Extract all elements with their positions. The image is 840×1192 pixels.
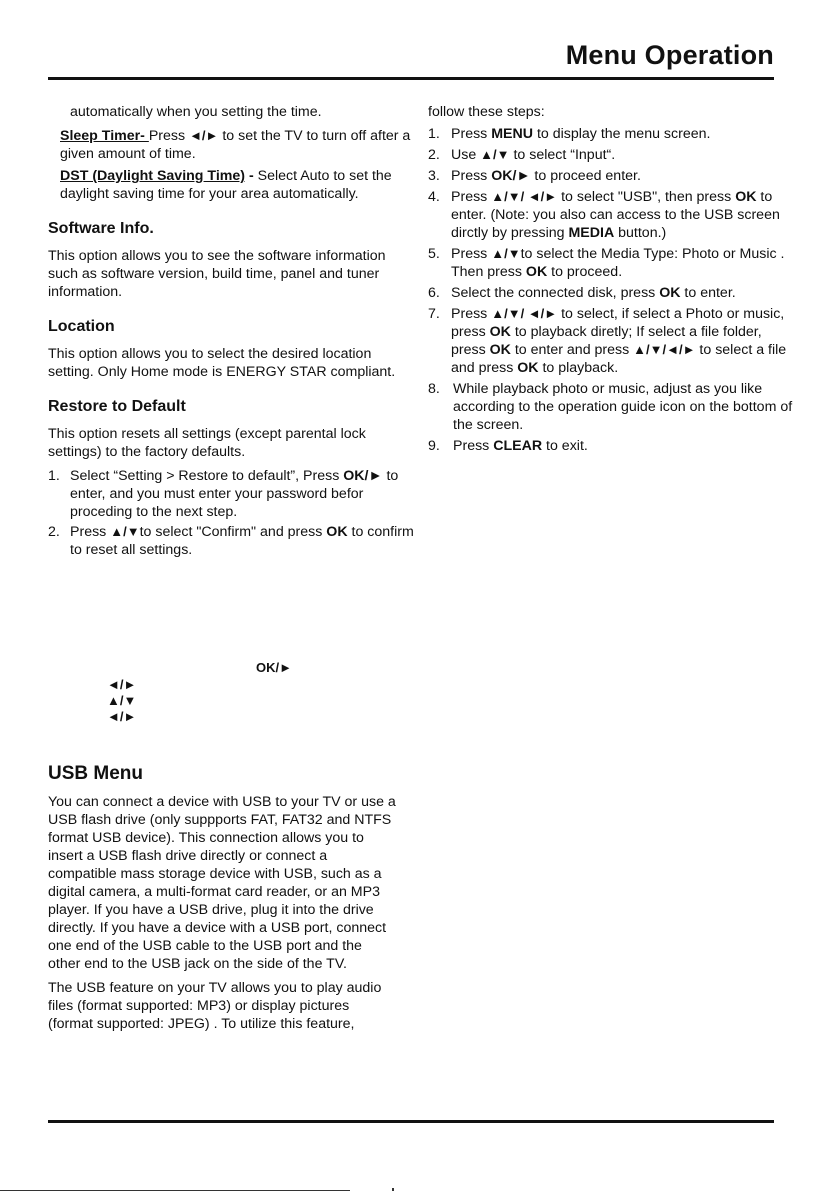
step-text: to confirm to reset all settings. xyxy=(70,524,414,558)
step-number: 7. xyxy=(428,306,440,322)
step-text: Press xyxy=(451,168,492,184)
step-text: to playback. xyxy=(538,360,619,376)
dst-text: Select Auto to set the daylight saving time for your area automatically. xyxy=(60,168,392,202)
dst-item xyxy=(48,167,414,203)
step-number: 3. xyxy=(428,168,440,184)
ok-right-key-icon: OK/► xyxy=(343,468,383,484)
software-info-text: This option allows you to see the software information such as software version, build time, panel and tuner information. xyxy=(48,248,386,300)
step-text: to select, if select a Photo or music, press xyxy=(451,306,785,340)
step-number: 5. xyxy=(428,246,440,262)
usb-step xyxy=(428,245,800,281)
step-text: Select “Setting > Restore to default”, Press xyxy=(70,468,344,484)
usb-step xyxy=(428,305,800,377)
page-title: Menu Operation xyxy=(565,40,774,70)
footer-rule xyxy=(48,1120,774,1123)
step-text: to select the Media Type: Photo or Music . Then press xyxy=(451,246,785,280)
step-text: to proceed. xyxy=(547,264,623,280)
stray-up-down-key-icon: ▲/▼ xyxy=(107,693,137,708)
usb-menu-paragraph-2: The USB feature on your TV allows you to play audio files (format supported: MP3) or display pictures (format supported: JPEG) . To utilize this feature, xyxy=(48,980,382,1032)
step-number: 2. xyxy=(428,147,440,163)
step-text: to enter. (Note: you also can access to the USB screen dirctly by pressing xyxy=(451,189,780,241)
step-text: to proceed enter. xyxy=(530,168,641,184)
header-rule xyxy=(48,77,774,80)
step-text: to exit. xyxy=(542,438,588,454)
trim-mark xyxy=(392,1188,394,1191)
usb-step xyxy=(428,284,800,302)
step-text: Press xyxy=(451,246,492,262)
ok-key: OK xyxy=(489,342,511,358)
ok-key: OK xyxy=(326,524,348,540)
step-number: 2. xyxy=(48,524,60,540)
up-down-keys-icon: ▲/▼ xyxy=(110,524,140,539)
steps-intro: follow these steps: xyxy=(428,104,545,120)
stray-left-right-key-icon: ◄/► xyxy=(107,677,137,692)
left-right-keys-icon: ◄/► xyxy=(189,128,219,143)
step-number: 1. xyxy=(48,468,60,484)
restore-default-heading: Restore to Default xyxy=(48,398,186,415)
sleep-timer-text-a: Press xyxy=(148,128,190,144)
step-text: to enter. xyxy=(680,285,736,301)
usb-menu-heading: USB Menu xyxy=(48,763,143,784)
restore-step xyxy=(48,523,414,559)
ok-key: OK xyxy=(489,324,511,340)
software-info-heading: Software Info. xyxy=(48,220,154,237)
step-text: Press xyxy=(451,189,492,205)
ok-key: OK xyxy=(735,189,757,205)
menu-key: MENU xyxy=(491,126,533,142)
step-text: to playback diretly; If select a file folder, press xyxy=(451,324,762,358)
usb-step xyxy=(428,167,800,185)
step-text: While playback photo or music, adjust as you like according to the operation guide icon on the bottom of the screen. xyxy=(453,381,793,433)
restore-default-text: This option resets all settings (except parental lock settings) to the factory defaults. xyxy=(48,426,366,460)
dst-dash: - xyxy=(245,168,258,184)
arrow-keys-icon: ▲/▼/ ◄/► xyxy=(491,306,558,321)
sleep-timer-text-b: to set the TV to turn off after a given amount of time. xyxy=(60,128,411,162)
arrow-keys-icon: ▲/▼/ ◄/► xyxy=(491,189,558,204)
usb-step xyxy=(428,188,800,242)
usb-step xyxy=(428,125,800,143)
step-number: 8. xyxy=(428,381,440,397)
arrow-keys-icon: ▲/▼/◄/► xyxy=(633,342,696,357)
usb-menu-section xyxy=(48,763,398,1033)
stray-ok-right-key-icon: OK/► xyxy=(256,660,292,675)
step-text: to select "Confirm" and press xyxy=(139,524,327,540)
step-text: to display the menu screen. xyxy=(533,126,711,142)
step-text: Press xyxy=(451,126,492,142)
step-number: 4. xyxy=(428,189,440,205)
stray-left-right-key-icon: ◄/► xyxy=(107,709,137,724)
location-heading: Location xyxy=(48,318,115,335)
location-text: This option allows you to select the desired location setting. Only Home mode is ENERGY STAR compliant. xyxy=(48,346,396,380)
step-text: Press xyxy=(451,306,492,322)
media-key: MEDIA xyxy=(568,225,615,241)
step-text: Press xyxy=(453,438,494,454)
ok-right-key-icon: OK/► xyxy=(491,168,531,184)
dst-label: DST (Daylight Saving Time) xyxy=(60,168,245,184)
step-text: Use xyxy=(451,147,481,163)
up-down-keys-icon: ▲/▼ xyxy=(491,246,521,261)
step-text: button.) xyxy=(614,225,667,241)
step-text: to select “Input“. xyxy=(509,147,616,163)
usb-step xyxy=(428,437,800,455)
step-text: Select the connected disk, press xyxy=(451,285,660,301)
usb-menu-paragraph-1: You can connect a device with USB to your TV or use a USB flash drive (only suppports FAT, FAT32 and NTFS format USB device). This connection allows you to insert a USB flash drive directly or connect a compatible mass storage device with USB, such as a digital camera, a multi-format card reader, or an MP3 player. If you have a USB drive, plug it into the drive directly. If you have a device with a USB port, connect one end of the USB cable to the USB port and the other end to the USB jack on the side of the TV. xyxy=(48,794,396,972)
step-number: 6. xyxy=(428,285,440,301)
step-text: to enter and press xyxy=(510,342,634,358)
step-number: 1. xyxy=(428,126,440,142)
step-text: to enter, and you must enter your password befor proceding to the next step. xyxy=(70,468,399,520)
step-text: Press xyxy=(70,524,111,540)
ok-key: OK xyxy=(517,360,539,376)
step-text: to select "USB", then press xyxy=(557,189,736,205)
step-number: 9. xyxy=(428,438,440,454)
step-text: to select a file and press xyxy=(451,342,787,376)
ok-key: OK xyxy=(525,264,548,280)
time-continuation-text: automatically when you setting the time. xyxy=(70,104,322,120)
ok-key: OK xyxy=(659,285,681,301)
up-down-keys-icon: ▲/▼ xyxy=(480,147,510,162)
usb-step xyxy=(428,380,800,434)
sleep-timer-item xyxy=(48,127,414,163)
clear-key: CLEAR xyxy=(493,438,543,454)
left-column xyxy=(48,103,414,559)
sleep-timer-label: Sleep Timer- xyxy=(60,128,149,144)
restore-step xyxy=(48,467,414,521)
trim-line xyxy=(0,1190,350,1191)
right-column xyxy=(428,103,800,455)
usb-step xyxy=(428,146,800,164)
